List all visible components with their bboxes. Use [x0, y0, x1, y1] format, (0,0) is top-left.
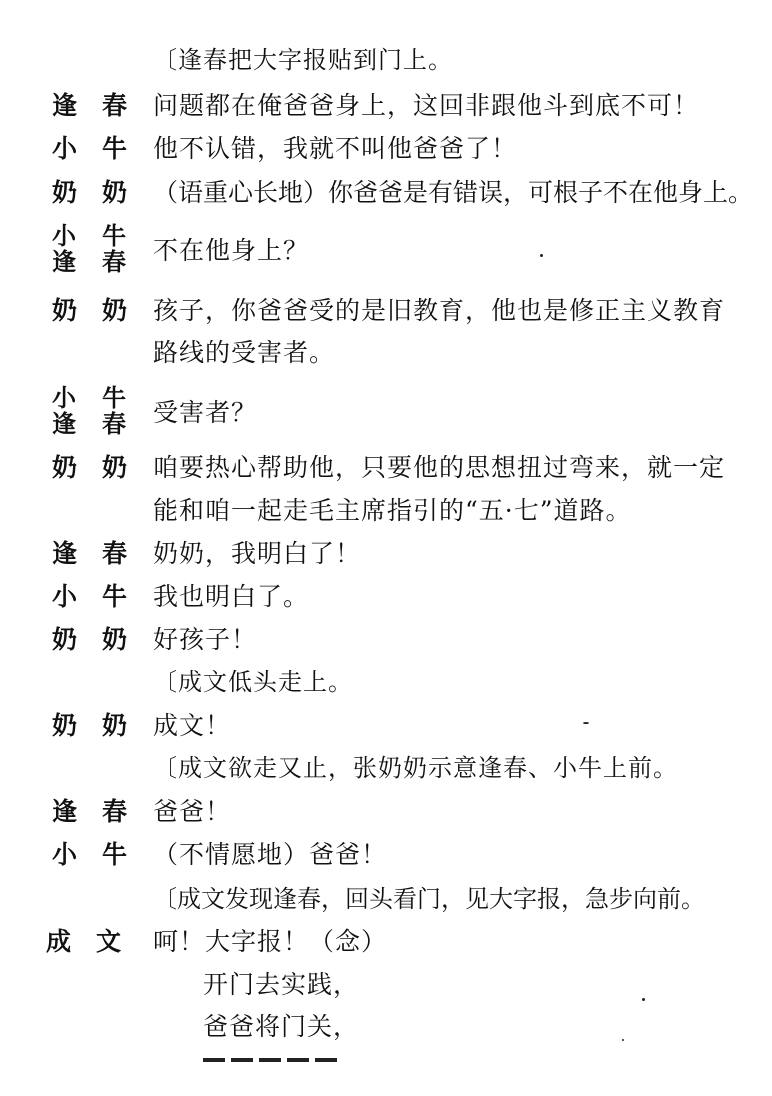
dual-dialogue-line: 小 牛 逢 春 受害者？ [52, 383, 258, 438]
cut-off-line [203, 1058, 363, 1062]
dialogue-continuation [0, 340, 772, 380]
dialogue-text: 我也明白了。 [153, 582, 310, 611]
stage-direction [0, 756, 772, 796]
stage-text: 〔成文欲走又止，张奶奶示意逢春、小牛上前。 [153, 754, 678, 782]
dialogue-text: 奶奶，我明白了！ [153, 539, 362, 568]
dialogue-line: 逢 春 奶奶，我明白了！ [52, 539, 362, 568]
dialogue-line: 成 文 呵！大字报！（念） [46, 927, 388, 956]
dialogue-line: 奶 奶 孩子，你爸爸受的是旧教育，他也是修正主义教育 [52, 296, 726, 325]
dialogue-text: 成文！ [153, 711, 232, 740]
dialogue-text: 呵！大字报！（念） [153, 927, 388, 956]
stage-direction [0, 670, 772, 710]
print-speck [622, 1039, 624, 1041]
dialogue-text: 孩子，你爸爸受的是旧教育，他也是修正主义教育 [153, 296, 726, 325]
dialogue-text: 能和咱一起走毛主席指引的“五·七”道路。 [153, 496, 632, 525]
stage-text: 〔逢春把大字报贴到门上。 [153, 46, 453, 74]
verse-text: 爸爸将门关， [203, 1012, 360, 1041]
stage-direction [0, 48, 772, 88]
dialogue-line: 奶 奶 成文！ [52, 711, 232, 740]
print-speck [583, 722, 589, 724]
stage-direction [0, 887, 772, 927]
dialogue-text: 咱要热心帮助他，只要他的思想扭过弯来，就一定 [153, 453, 726, 482]
dialogue-text: （不情愿地）爸爸！ [153, 840, 388, 869]
dialogue-text: 路线的受害者。 [153, 338, 336, 367]
dialogue-text: 问题都在俺爸爸身上，这回非跟他斗到底不可！ [153, 91, 700, 120]
dialogue-text: 好孩子！ [153, 625, 258, 654]
dialogue-line: 奶 奶 （语重心长地）你爸爸是有错误，可根子不在他身上。 [52, 178, 754, 207]
dialogue-text: （语重心长地）你爸爸是有错误，可根子不在他身上。 [153, 178, 754, 207]
stage-text: 〔成文低头走上。 [153, 668, 353, 696]
dialogue-line: 小 牛 他不认错，我就不叫他爸爸了！ [52, 134, 518, 163]
verse-line [0, 1014, 772, 1054]
dialogue-text: 爸爸！ [153, 797, 232, 826]
stage-text: 〔成文发现逢春，回头看门，见大字报，急步向前。 [153, 885, 705, 913]
dialogue-line: 逢 春 爸爸！ [52, 797, 232, 826]
print-speck [642, 998, 645, 1001]
dialogue-line: 奶 奶 好孩子！ [52, 625, 258, 654]
verse-line [0, 972, 772, 1012]
dialogue-line: 小 牛 （不情愿地）爸爸！ [52, 840, 388, 869]
dialogue-text: 他不认错，我就不叫他爸爸了！ [153, 134, 518, 163]
dialogue-text: 受害者？ [153, 398, 258, 427]
dialogue-continuation [0, 498, 772, 538]
dialogue-text: 不在他身上？ [153, 236, 310, 265]
dialogue-line: 奶 奶 咱要热心帮助他，只要他的思想扭过弯来，就一定 [52, 453, 726, 482]
print-speck [540, 254, 543, 257]
dialogue-line: 小 牛 我也明白了。 [52, 582, 310, 611]
dual-dialogue-line: 小 牛 逢 春 不在他身上？ [52, 221, 310, 276]
verse-text: 开门去实践， [203, 970, 360, 999]
dialogue-line: 逢 春 问题都在俺爸爸身上，这回非跟他斗到底不可！ [52, 91, 700, 120]
